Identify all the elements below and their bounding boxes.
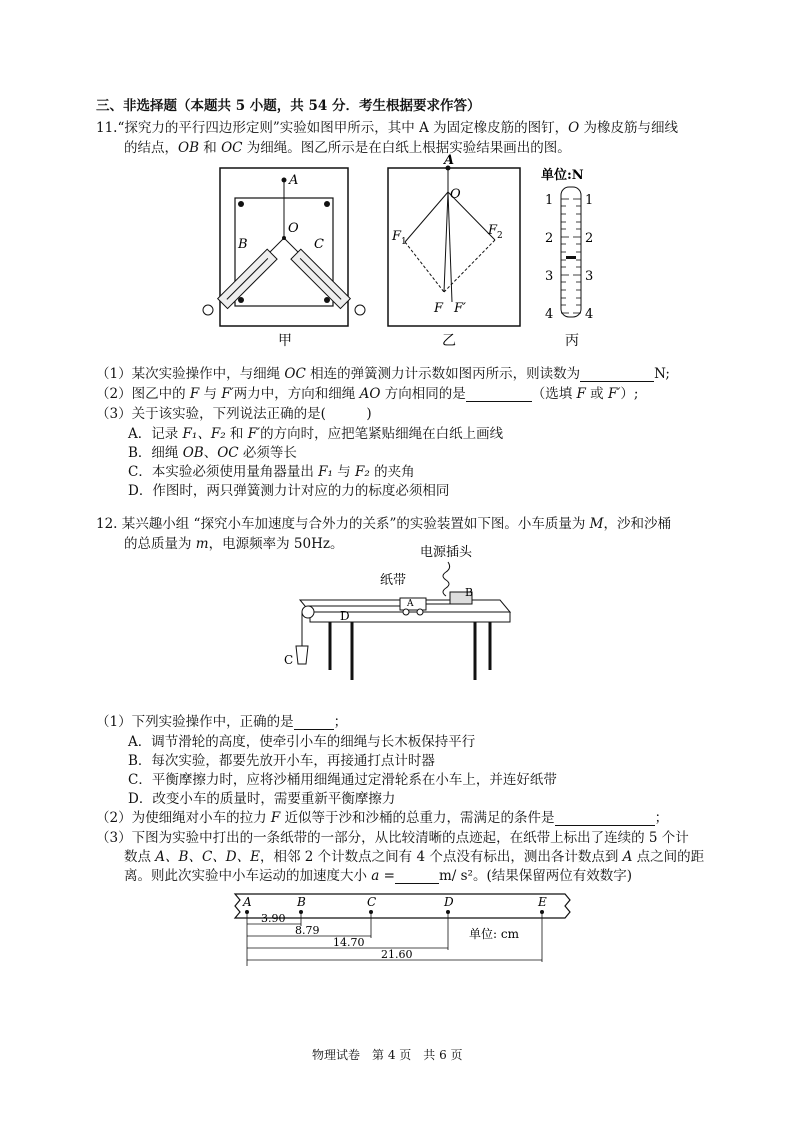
svg-text:B: B — [238, 237, 248, 252]
svg-text:3: 3 — [585, 269, 594, 284]
figure-bing — [535, 165, 610, 350]
svg-text:F′: F′ — [454, 301, 466, 316]
q12-option-a: A．调节滑轮的高度，使牵引小车的细绳与长木板保持平行 — [128, 734, 476, 750]
q11-sub1: （1）某次实验操作中，与细绳 OC 相连的弹簧测力计示数如图丙所示，则读数为 N; — [96, 366, 670, 382]
q12-option-c: C．平衡摩擦力时，应将沙桶用细绳通过定滑轮系在小车上，并连好纸带 — [128, 772, 557, 788]
section-header: 三、非选择题（本题共 5 小题，共 54 分．考生根据要求作答） — [96, 98, 481, 114]
svg-text:单位:N: 单位:N — [541, 168, 584, 183]
q12-sub3-line1: （3）下图为实验中打出的一条纸带的一部分，从比较清晰的点迹起，在纸带上标出了连续的 5 个计 — [96, 830, 689, 846]
q12-sub3-line2: 数点 A、B、C、D、E，相邻 2 个计数点之间有 4 个点没有标出，测出各计数点到 A 点之间的距 — [124, 849, 705, 865]
svg-text:O: O — [288, 221, 299, 236]
svg-text:C: C — [284, 653, 294, 667]
svg-text:O: O — [450, 187, 461, 202]
svg-text:B: B — [465, 586, 474, 599]
svg-text:E: E — [538, 895, 547, 909]
svg-text:3.90: 3.90 — [261, 912, 286, 925]
svg-text:A: A — [444, 153, 455, 168]
svg-text:F: F — [392, 229, 402, 244]
q12-sub2: （2）为使细绳对小车的拉力 F 近似等于沙和沙桶的总重力，需满足的条件是 ； — [96, 810, 669, 826]
q12-option-b: B．每次实验，都要先放开小车，再接通打点计时器 — [128, 753, 435, 769]
figure-apparatus — [280, 540, 520, 700]
svg-text:1: 1 — [545, 193, 554, 208]
page-footer: 物理试卷 第 4 页 共 6 页 — [312, 1048, 463, 1062]
svg-text:单位: cm: 单位: cm — [469, 927, 519, 941]
q12-sub1: （1）下列实验操作中，正确的是 ； — [96, 714, 348, 730]
svg-text:甲: 甲 — [278, 333, 292, 349]
svg-text:2: 2 — [585, 231, 594, 246]
answer-blank[interactable] — [466, 401, 532, 402]
svg-text:8.79: 8.79 — [295, 924, 320, 937]
svg-text:D: D — [340, 609, 350, 623]
q11-option-c: C．本实验必须使用量角器量出 F₁ 与 F₂ 的夹角 — [128, 464, 415, 480]
svg-text:F: F — [434, 301, 444, 316]
svg-text:纸带: 纸带 — [380, 573, 407, 588]
svg-text:2: 2 — [545, 231, 554, 246]
q12-stem-line1: 12. 某兴趣小组 “探究小车加速度与合外力的关系”的实验装置如下图。小车质量为 M，沙和沙桶 — [96, 516, 671, 532]
q11-sub3: （3）关于该实验，下列说法正确的是( ) — [96, 406, 372, 422]
q11-sub2: （2）图乙中的 F 与 F′两力中，方向和细绳 AO 方向相同的是 （选填 F 或 F′）; — [96, 386, 639, 402]
svg-text:4: 4 — [585, 307, 594, 322]
svg-text:A: A — [289, 173, 299, 188]
q12-option-d: D．改变小车的质量时，需要重新平衡摩擦力 — [128, 791, 396, 807]
svg-text:F: F — [488, 223, 498, 238]
svg-text:丙: 丙 — [565, 333, 579, 349]
svg-text:21.60: 21.60 — [381, 948, 413, 961]
figure-yi — [380, 152, 530, 350]
svg-text:14.70: 14.70 — [333, 936, 365, 949]
q12-sub3-line3: 离。则此次实验中小车运动的加速度大小 a = m/ s²。(结果保留两位有效数字) — [124, 868, 632, 884]
svg-text:乙: 乙 — [442, 333, 456, 349]
svg-text:B: B — [297, 895, 306, 909]
svg-text:A: A — [407, 599, 414, 609]
q11-stem-line2: 的结点，OB 和 OC 为细绳。图乙所示是在白纸上根据实验结果画出的图。 — [124, 140, 571, 156]
svg-text:C: C — [314, 237, 324, 252]
svg-text:2: 2 — [497, 231, 503, 241]
answer-blank[interactable] — [395, 883, 439, 884]
q11-option-b: B．细绳 OB、OC 必须等长 — [128, 445, 297, 461]
svg-text:1: 1 — [401, 237, 407, 247]
q11-stem-line1: 11.“探究力的平行四边形定则”实验如图甲所示，其中 A 为固定橡皮筋的图钉，O 为橡皮筋与细线 — [96, 120, 678, 136]
svg-text:A: A — [243, 895, 252, 909]
figure-jia — [200, 160, 370, 350]
svg-text:电源插头: 电源插头 — [420, 545, 473, 560]
q12-stem-line2: 的总质量为 m，电源频率为 50Hz。 — [124, 536, 344, 552]
svg-text:D: D — [444, 895, 454, 909]
figure-paper-tape — [225, 890, 580, 970]
svg-text:4: 4 — [545, 307, 554, 322]
svg-text:3: 3 — [545, 269, 554, 284]
svg-text:C: C — [367, 895, 377, 909]
svg-text:1: 1 — [585, 193, 594, 208]
q11-option-a: A．记录 F₁、F₂ 和 F′的方向时，应把笔紧贴细绳在白纸上画线 — [128, 426, 504, 442]
q11-option-d: D．作图时，两只弹簧测力计对应的力的标度必须相同 — [128, 483, 450, 499]
